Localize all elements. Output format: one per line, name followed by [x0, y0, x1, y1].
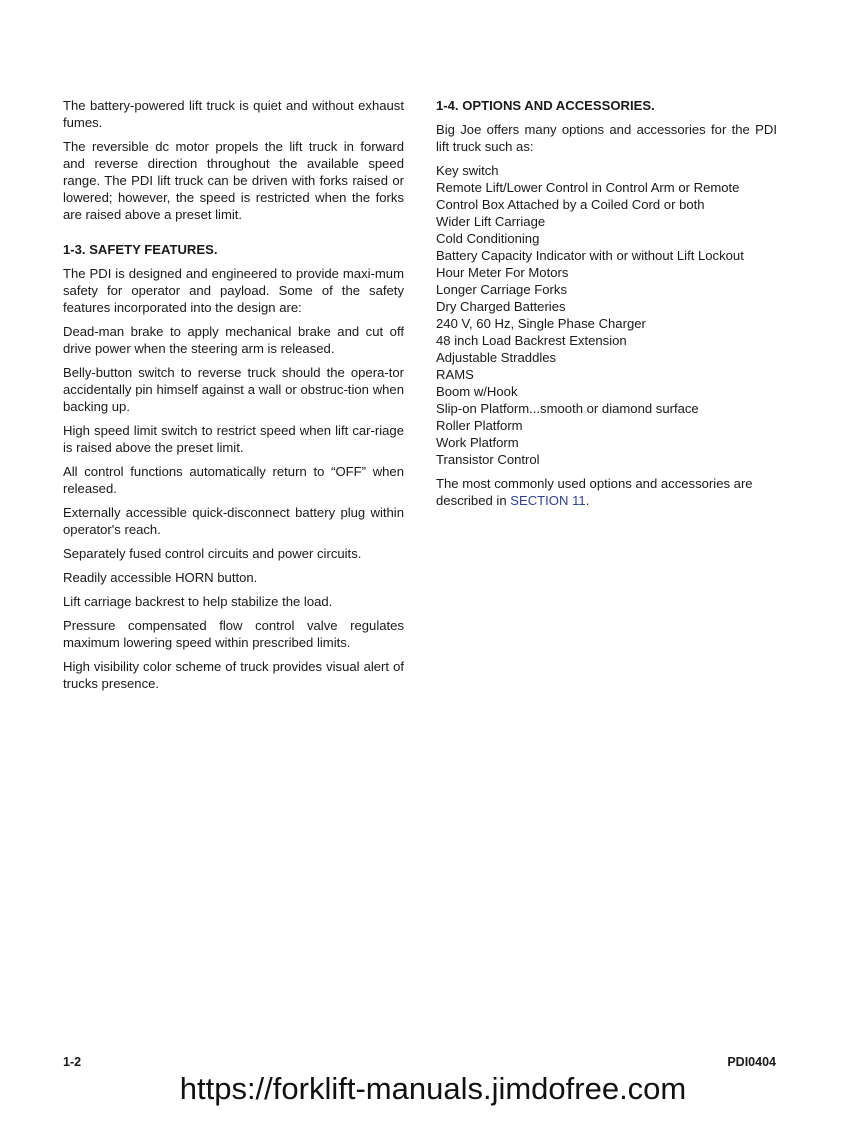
list-item: Wider Lift Carriage	[436, 214, 546, 229]
list-item: Transistor Control	[436, 452, 540, 467]
right-column	[436, 97, 777, 516]
list-item: Key switch	[436, 163, 499, 178]
safety-paragraph-backrest: Lift carriage backrest to help stabilize the load.	[63, 594, 333, 609]
safety-paragraph-flow-valve: Pressure compensated flow control valve regulates maximum lowering speed within prescribed limits.	[63, 618, 404, 650]
safety-paragraph-design: The PDI is designed and engineered to provide maxi-mum safety for operator and payload. Some of the safety features incorporated into the design are:	[63, 266, 404, 315]
list-item: 240 V, 60 Hz, Single Phase Charger	[436, 316, 646, 331]
safety-paragraph-fused-circuits: Separately fused control circuits and power circuits.	[63, 546, 362, 561]
list-item: Remote Lift/Lower Control in Control Arm or Remote Control Box Attached by a Coiled Cord or both	[436, 180, 740, 212]
list-item: Adjustable Straddles	[436, 350, 557, 365]
safety-paragraph-color-scheme: High visibility color scheme of truck provides visual alert of trucks presence.	[63, 659, 404, 691]
safety-paragraph-control-return: All control functions automatically return to “OFF” when released.	[63, 464, 404, 496]
list-item: Cold Conditioning	[436, 231, 540, 246]
left-column	[63, 97, 404, 699]
list-item: Battery Capacity Indicator with or without Lift Lockout	[436, 248, 744, 263]
list-item: RAMS	[436, 367, 474, 382]
list-item: Slip-on Platform...smooth or diamond surface	[436, 401, 699, 416]
safety-paragraph-battery-plug: Externally accessible quick-disconnect battery plug within operator's reach.	[63, 505, 404, 537]
options-list	[436, 162, 777, 468]
document-code: PDI0404	[727, 1055, 776, 1069]
safety-paragraph-deadman-brake: Dead-man brake to apply mechanical brake and cut off drive power when the steering arm is released.	[63, 324, 404, 356]
options-heading: 1-4. OPTIONS AND ACCESSORIES.	[436, 98, 655, 113]
list-item: Roller Platform	[436, 418, 523, 433]
section-11-link[interactable]: SECTION 11	[510, 493, 586, 508]
list-item: 48 inch Load Backrest Extension	[436, 333, 627, 348]
intro-paragraph-quiet: The battery-powered lift truck is quiet and without exhaust fumes.	[63, 98, 404, 130]
watermark-url: https://forklift-manuals.jimdofree.com	[179, 1071, 687, 1106]
list-item: Work Platform	[436, 435, 519, 450]
intro-paragraph-motor: The reversible dc motor propels the lift truck in forward and reverse direction throughout the available speed range. The PDI lift truck can be driven with forks raised or lowered; however, the speed is restricted when the forks are raised above a preset limit.	[63, 139, 404, 222]
safety-features-heading: 1-3. SAFETY FEATURES.	[63, 242, 218, 257]
options-closing-end: .	[585, 493, 590, 508]
safety-paragraph-horn: Readily accessible HORN button.	[63, 570, 258, 585]
list-item: Longer Carriage Forks	[436, 282, 567, 297]
options-closing	[436, 475, 777, 509]
list-item: Boom w/Hook	[436, 384, 518, 399]
options-intro: Big Joe offers many options and accessories for the PDI lift truck such as:	[436, 122, 777, 154]
safety-paragraph-belly-button: Belly-button switch to reverse truck should the opera-tor accidentally pin himself against a wall or obstruc-tion when backing up.	[63, 365, 404, 414]
list-item: Dry Charged Batteries	[436, 299, 566, 314]
list-item: Hour Meter For Motors	[436, 265, 569, 280]
options-closing-text: The most commonly used options and accessories are described in	[436, 476, 753, 508]
page-number: 1-2	[63, 1055, 82, 1069]
safety-paragraph-speed-limit: High speed limit switch to restrict speed when lift car-riage is raised above the preset limit.	[63, 423, 404, 455]
